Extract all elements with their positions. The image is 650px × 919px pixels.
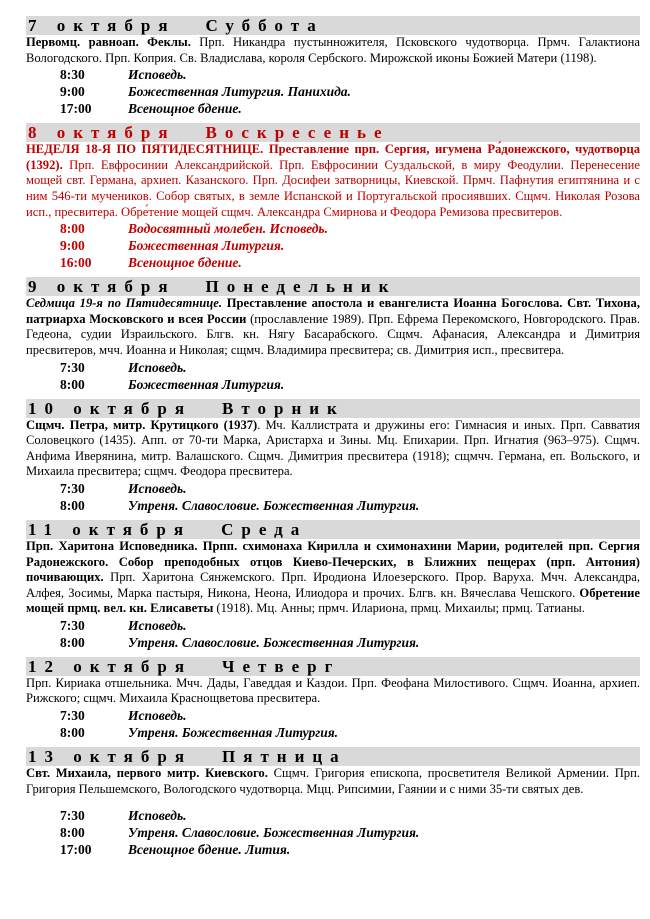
day-date: 8 октября xyxy=(28,123,176,143)
service-name: Всенощное бдение. xyxy=(128,255,242,271)
day-weekday: Среда xyxy=(221,519,308,539)
service-time: 17:00 xyxy=(60,101,92,117)
day-header xyxy=(26,16,640,35)
service-time: 7:30 xyxy=(60,708,85,724)
day-header xyxy=(26,520,640,539)
day-weekday: Вторник xyxy=(222,398,345,418)
schedule-page xyxy=(26,0,640,858)
service-time: 7:30 xyxy=(60,617,85,633)
service-name: Исповедь. xyxy=(128,617,187,633)
service-time: 8:00 xyxy=(60,825,85,841)
day-description xyxy=(26,296,640,358)
day-weekday: Четверг xyxy=(222,656,341,676)
service-name: Исповедь. xyxy=(128,708,187,724)
day-description xyxy=(26,539,640,617)
day-date: 13 октября xyxy=(28,747,193,767)
service-row xyxy=(26,634,640,651)
day-header xyxy=(26,399,640,418)
day-block xyxy=(26,123,640,271)
service-time: 16:00 xyxy=(60,255,92,271)
service-row xyxy=(26,237,640,254)
service-name: Божественная Литургия. xyxy=(128,376,285,392)
day-date: 9 октября xyxy=(28,277,176,297)
bold-italic-text: Седмица 19-я по Пятидесятнице. xyxy=(26,296,222,311)
day-header xyxy=(26,747,640,766)
service-time: 8:00 xyxy=(60,725,85,741)
service-row xyxy=(26,807,640,824)
service-time: 7:30 xyxy=(60,359,85,375)
day-date: 12 октября xyxy=(28,656,193,676)
service-time: 7:30 xyxy=(60,808,85,824)
service-time: 8:00 xyxy=(60,497,85,513)
service-name: Исповедь. xyxy=(128,808,187,824)
day-block xyxy=(26,399,640,514)
service-name: Утреня. Славословие. Божественная Литургия. xyxy=(128,497,420,513)
service-name: Всенощное бдение. xyxy=(128,101,242,117)
service-time: 8:00 xyxy=(60,376,85,392)
service-row xyxy=(26,841,640,858)
bold-text: Сщмч. Петра, митр. Крутицкого (1937) xyxy=(26,417,258,432)
day-description xyxy=(26,766,640,797)
plain-text: (прославление 1989). Прп. Ефрема Перекомского, Новгородского. Прав. Гедеона, судии Израильского. Блгв. кн. Нягу Басарабского. Сщмч. Афанасия, Александра и Димитрия пресвитеров, мчч. Иоанна и Николая; сщмч. Владимира пресвитера; св. Димитрия исп., пресвитера. xyxy=(26,311,640,357)
service-row xyxy=(26,480,640,497)
day-date: 7 октября xyxy=(28,16,176,35)
day-block xyxy=(26,16,640,117)
service-row xyxy=(26,254,640,271)
bold-text: НЕДЕЛЯ 18-Я ПО ПЯТИДЕСЯТНИЦЕ. Преставление прп. Сергия, игумена Ра́донежского, чудотворца (1392). xyxy=(26,142,640,172)
day-block xyxy=(26,657,640,741)
service-time: 9:00 xyxy=(60,238,85,254)
plain-text: Прп. Харитона Сянжемского. Прп. Иродиона Илоезерского. Прор. Варуха. Мчч. Александра, Алфея, Зосимы, Марка пастыря, Никона, Неона, Илиодора и прочих. Блгв. кн. Вячеслава Чешского. xyxy=(26,570,640,600)
day-weekday: Понедельник xyxy=(205,277,397,297)
service-name: Исповедь. xyxy=(128,359,187,375)
service-name: Исповедь. xyxy=(128,67,187,83)
day-block xyxy=(26,747,640,858)
day-description xyxy=(26,142,640,220)
bold-text: Преставление апостола и евангелиста Иоанна Богослова. Свт. Тихона, патриарха Московского и всея России xyxy=(26,296,640,326)
service-name: Утреня. Славословие. Божественная Литургия. xyxy=(128,634,420,650)
service-name: Божественная Литургия. Панихида. xyxy=(128,84,351,100)
service-name: Водосвятный молебен. Исповедь. xyxy=(128,221,328,237)
service-name: Исповедь. xyxy=(128,480,187,496)
service-row xyxy=(26,376,640,393)
service-time: 8:00 xyxy=(60,634,85,650)
plain-text: Прп. Кириака отшельника. Мчч. Дады, Гаведдая и Каздои. Прп. Феофана Милостивого. Сщмч. Иоанна, архиеп. Рижского; сщмч. Михаила Краснощветова пресвитера. xyxy=(26,675,640,706)
bold-text: Прп. Харитона Исповедника. Прпп. схимонаха Кирилла и схимонахини Марии, родителей прп. Сергия Радонежского. Собор преподобных отцов Киево-Печерских, в Ближних пещерах (прп. Антония) почивающих. xyxy=(26,538,640,585)
day-description xyxy=(26,418,640,480)
service-time: 17:00 xyxy=(60,842,92,858)
service-row xyxy=(26,707,640,724)
service-time: 8:00 xyxy=(60,221,85,237)
service-row xyxy=(26,359,640,376)
day-date: 11 октября xyxy=(28,519,192,539)
service-row xyxy=(26,497,640,514)
service-row xyxy=(26,66,640,83)
day-weekday: Воскресенье xyxy=(205,123,390,143)
service-name: Утреня. Божественная Литургия. xyxy=(128,725,339,741)
service-time: 8:30 xyxy=(60,67,85,83)
day-header xyxy=(26,277,640,296)
bold-text: Первомц. равноап. Феклы. xyxy=(26,35,191,49)
service-row xyxy=(26,724,640,741)
service-name: Божественная Литургия. xyxy=(128,238,285,254)
day-description xyxy=(26,35,640,66)
day-weekday: Суббота xyxy=(205,16,324,35)
day-date: 10 октября xyxy=(28,398,193,418)
day-block xyxy=(26,277,640,392)
bold-text: Обретение мощей прмц. вел. кн. Елисаветы xyxy=(26,585,640,616)
day-weekday: Пятница xyxy=(222,747,347,767)
service-row xyxy=(26,220,640,237)
day-block xyxy=(26,520,640,651)
spacer xyxy=(26,797,640,807)
service-row xyxy=(26,617,640,634)
plain-text: Сщмч. Григория епископа, просветителя Великой Армении. Прп. Григория Пельшемского, Вологодского чудотворца. Мцц. Рипсимии, Гаянии и с ними 35-ти святых дев. xyxy=(26,766,640,796)
service-name: Утреня. Славословие. Божественная Литургия. xyxy=(128,825,420,841)
service-row xyxy=(26,83,640,100)
service-time: 7:30 xyxy=(60,480,85,496)
service-time: 9:00 xyxy=(60,84,85,100)
service-row xyxy=(26,100,640,117)
plain-text: Прп. Никандра пустынножителя, Псковского чудотворца. Прмч. Галактиона Вологодского. Прп. Коприя. Св. Владислава, короля Сербского. Мирожской иконы Божией Матери (1198). xyxy=(26,35,640,65)
day-header xyxy=(26,123,640,142)
day-description xyxy=(26,676,640,707)
day-header xyxy=(26,657,640,676)
plain-text: Прп. Евфросинии Александрийской. Прп. Евфросинии Суздальской, в миру Феодулии. Перенесение мощей свт. Германа, архиеп. Казанского. Прп. Досифеи затворницы, Киевской. Прмч. Пафнутия египтянина и с ним 546-ти мучеников. Собор святых, в земле Испанской и Португальской просиявших. Сщмч. Николая Розова исп., пресвитера. Обре́тение мощей сщмч. Александра Смирнова и Феодора Ремизова пресвитеров. xyxy=(26,157,640,219)
plain-text: . Мч. Каллистрата и дружины его: Гимнасия и иных. Прп. Савватия Соловецкого (1435). Апп. от 70-ти Марка, Аристарха и Зины. Мц. Епихарии. Прп. Игнатия (963–975). Сщмч. Анфима Иверянина, митр. Валашского. Сщмч. Димитрия пресвитера (1918); сщмчч. Германа, еп. Вольского, и Михаила пресвитера; сщмч. Феодора пресвитера. xyxy=(26,417,640,479)
bold-text: Свт. Михаила, первого митр. Киевского. xyxy=(26,766,268,781)
service-row xyxy=(26,824,640,841)
plain-text: (1918). Мц. Анны; прмч. Илариона, прмц. Михаилы; прмц. Татианы. xyxy=(213,601,585,616)
service-name: Всенощное бдение. Лития. xyxy=(128,842,291,858)
